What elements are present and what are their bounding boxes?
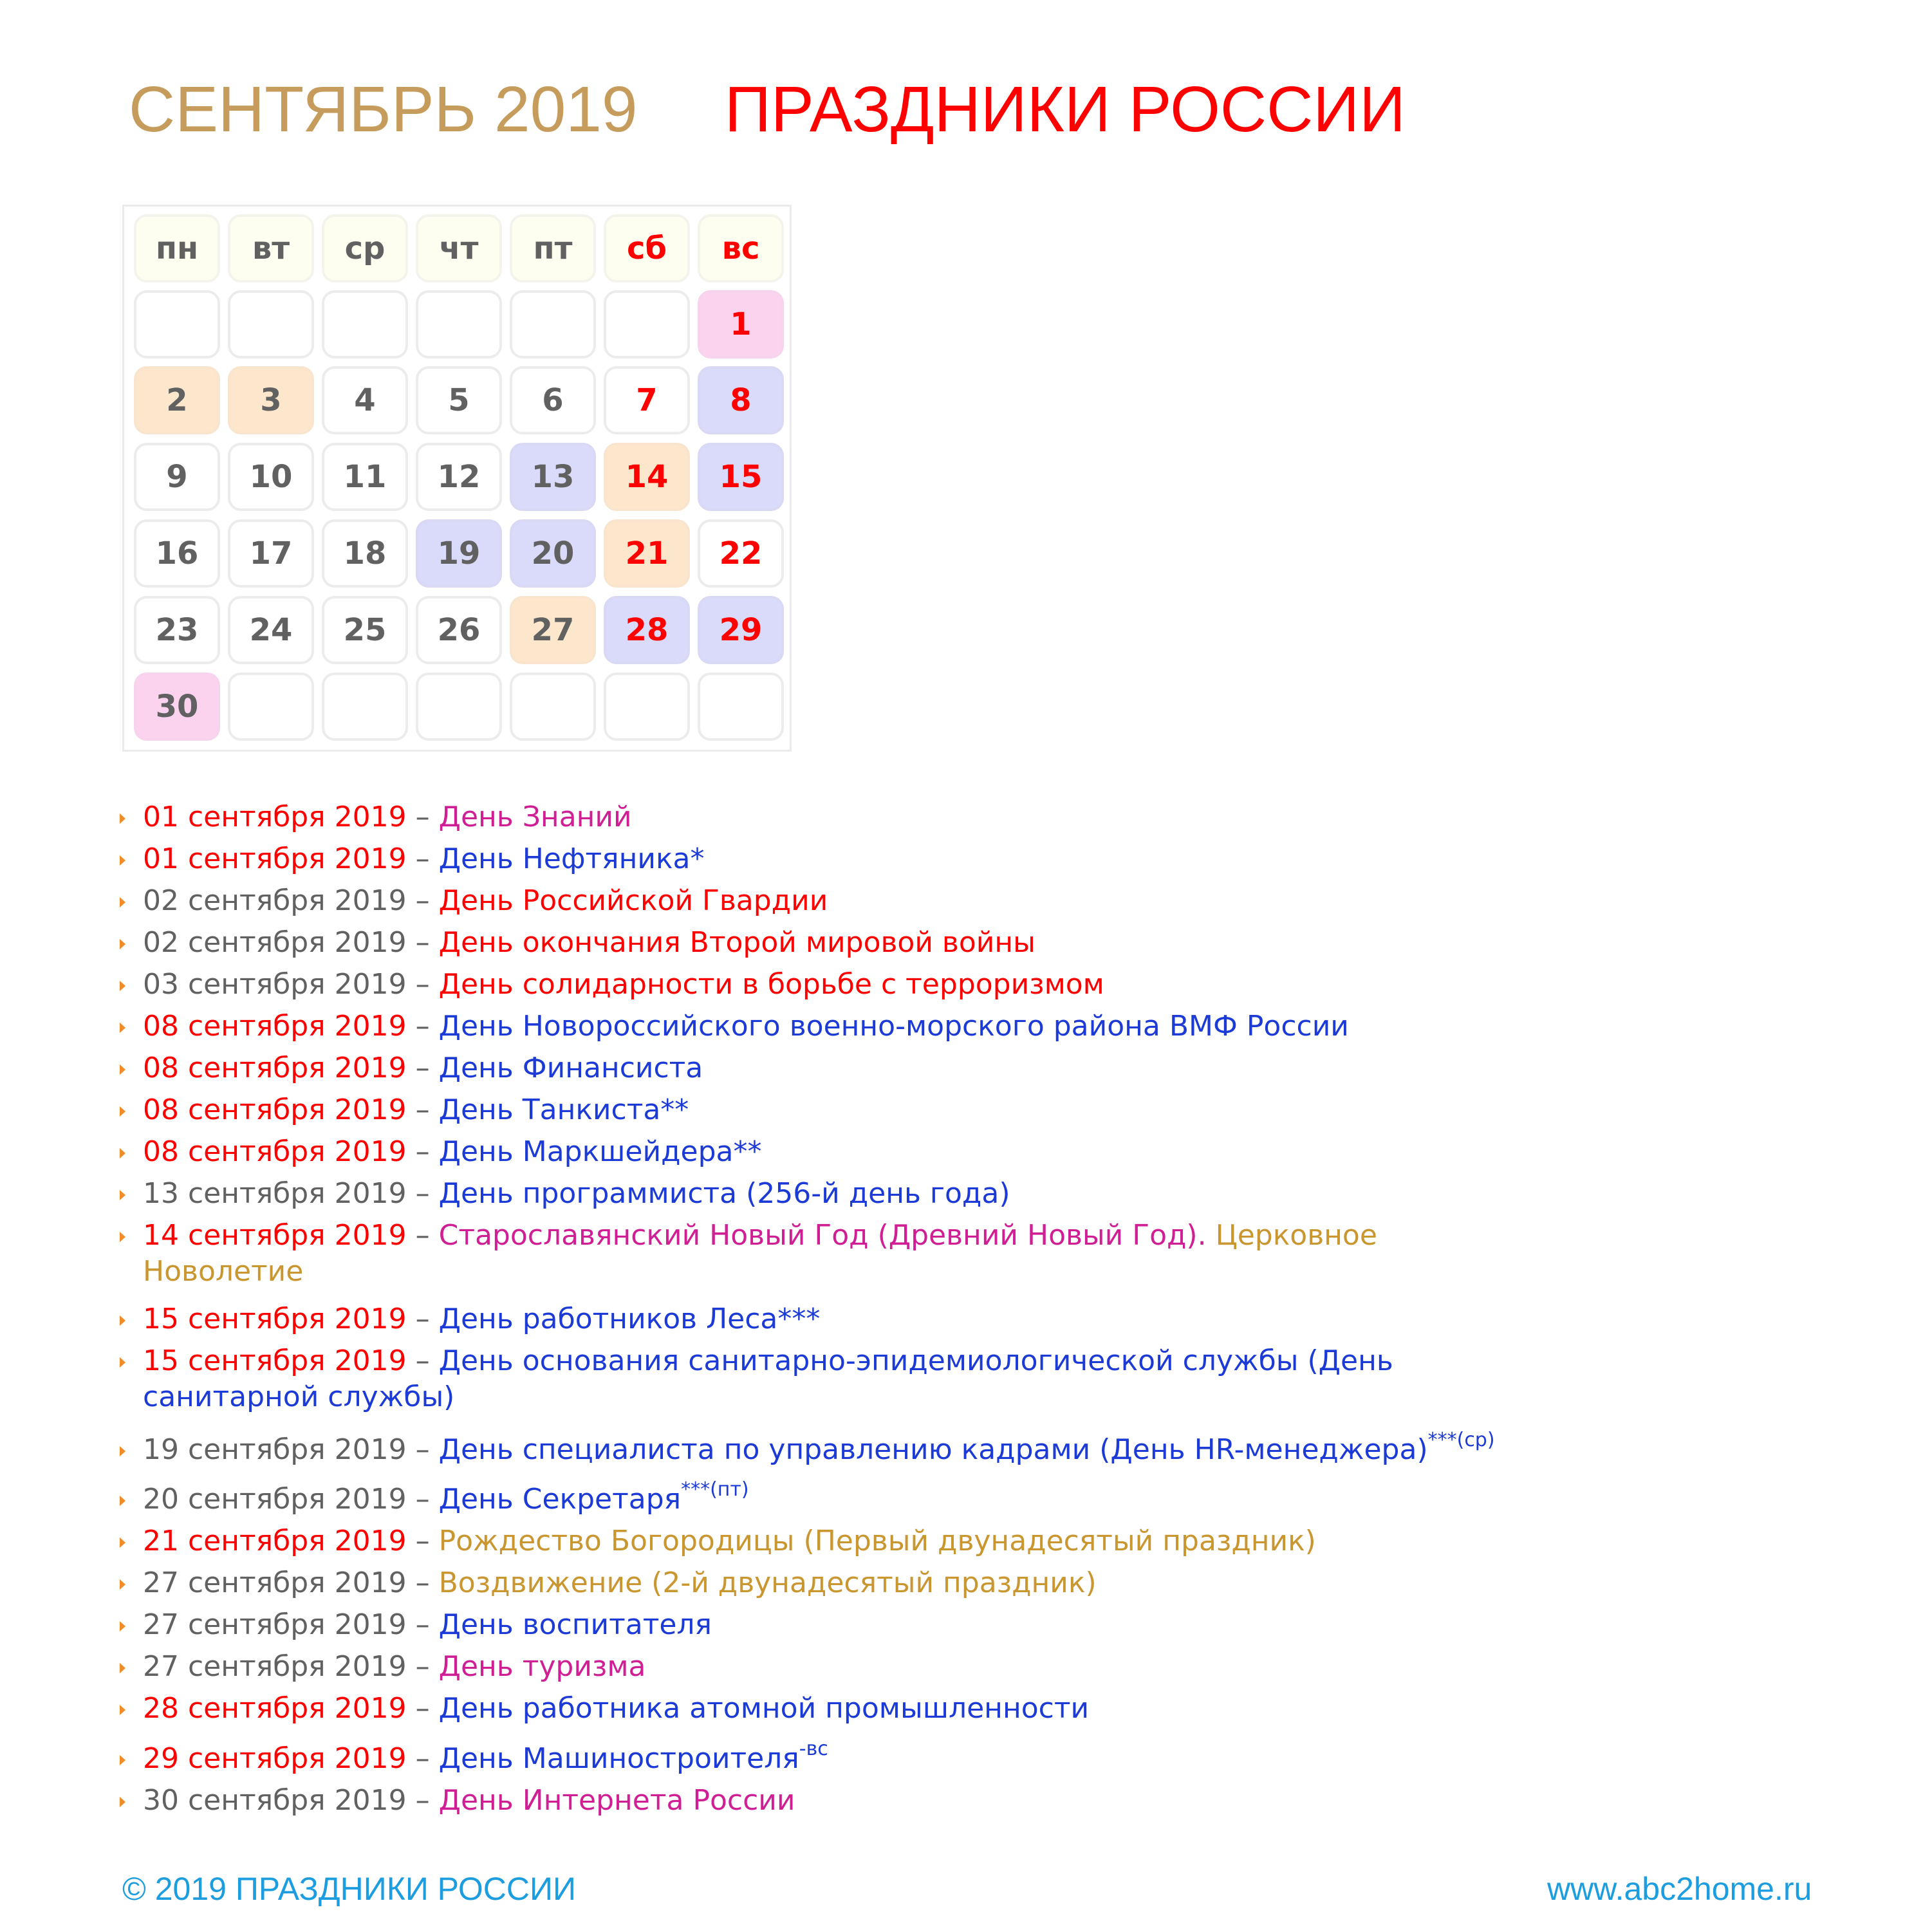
dash-separator: –	[406, 1525, 439, 1557]
bullet-arrow-icon	[120, 1496, 125, 1506]
calendar-day-cell: 7	[604, 366, 690, 434]
bullet-arrow-icon	[120, 1315, 125, 1326]
holiday-name-link[interactable]: День Интернета России	[438, 1784, 795, 1817]
holiday-name-link[interactable]: День окончания Второй мировой войны	[438, 926, 1036, 959]
weekday-header: сб	[604, 214, 690, 283]
dash-separator: –	[406, 1433, 439, 1466]
calendar-day-cell: 24	[228, 596, 314, 664]
calendar-day-cell: 3	[228, 366, 314, 434]
calendar-day-cell: 28	[604, 596, 690, 664]
holiday-name-link[interactable]: День Российской Гвардии	[438, 884, 828, 917]
calendar-day-cell: 16	[134, 519, 220, 588]
dash-separator: –	[406, 1344, 439, 1377]
holiday-name-link[interactable]: День Машиностроителя	[438, 1742, 799, 1775]
calendar-day-cell: 10	[228, 443, 314, 511]
holiday-date: 08 сентября 2019	[143, 1135, 407, 1168]
weekday-header: вт	[228, 214, 314, 283]
holiday-name-link[interactable]: Рождество Богородицы (Первый двунадесятый праздник)	[438, 1525, 1316, 1557]
holiday-date: 20 сентября 2019	[143, 1483, 407, 1516]
dash-separator: –	[406, 1052, 439, 1084]
holiday-date: 14 сентября 2019	[143, 1219, 407, 1252]
holiday-date: 02 сентября 2019	[143, 926, 407, 959]
holiday-date: 08 сентября 2019	[143, 1010, 407, 1043]
bullet-arrow-icon	[120, 1023, 125, 1033]
dash-separator: –	[406, 968, 439, 1001]
dash-separator: –	[406, 1219, 439, 1252]
holiday-name-link[interactable]: День солидарности в борьбе с терроризмом	[438, 968, 1104, 1001]
holiday-date: 03 сентября 2019	[143, 968, 407, 1001]
holiday-name-link[interactable]: День работника атомной промышленности	[438, 1692, 1090, 1725]
dash-separator: –	[406, 1010, 439, 1043]
holiday-list-item	[143, 799, 632, 835]
dash-separator: –	[406, 1784, 439, 1817]
holiday-list-item	[143, 1176, 1010, 1212]
holiday-date: 15 сентября 2019	[143, 1344, 407, 1377]
holiday-date: 02 сентября 2019	[143, 884, 407, 917]
dash-separator: –	[406, 1650, 439, 1683]
calendar-day-cell: 14	[604, 443, 690, 511]
weekday-header: ср	[322, 214, 408, 283]
holiday-name-link[interactable]: День Маркшейдера**	[438, 1135, 762, 1168]
bullet-arrow-icon	[120, 939, 125, 949]
holiday-list-item	[143, 1478, 749, 1518]
dash-separator: –	[406, 1483, 439, 1516]
holiday-list-item	[143, 841, 705, 877]
bullet-arrow-icon	[120, 1705, 125, 1715]
weekday-header: чт	[416, 214, 502, 283]
calendar-day-cell: 9	[134, 443, 220, 511]
holiday-list-item	[143, 1008, 1349, 1045]
holiday-list-item	[143, 1218, 1430, 1290]
calendar-day-cell: 30	[134, 673, 220, 741]
calendar-day-cell: 22	[698, 519, 784, 588]
holiday-name-link[interactable]: День программиста (256-й день года)	[438, 1177, 1010, 1210]
holiday-date: 01 сентября 2019	[143, 801, 407, 833]
calendar-day-cell: 11	[322, 443, 408, 511]
dash-separator: –	[406, 1566, 439, 1599]
calendar-day-cell: 6	[510, 366, 596, 434]
bullet-arrow-icon	[120, 1537, 125, 1548]
bullet-arrow-icon	[120, 1663, 125, 1673]
calendar-day-cell: 15	[698, 443, 784, 511]
holiday-list-item	[143, 925, 1036, 961]
bullet-arrow-icon	[120, 1579, 125, 1590]
holiday-date: 21 сентября 2019	[143, 1525, 407, 1557]
holiday-list-item	[143, 1343, 1430, 1416]
calendar-day-cell: 19	[416, 519, 502, 588]
weekday-header: вс	[698, 214, 784, 283]
holiday-date: 15 сентября 2019	[143, 1303, 407, 1335]
dash-separator: –	[406, 1135, 439, 1168]
holiday-date: 01 сентября 2019	[143, 842, 407, 875]
holiday-name-link[interactable]: День воспитателя	[438, 1608, 712, 1641]
holiday-name-link[interactable]: День туризма	[438, 1650, 646, 1683]
dash-separator: –	[406, 1692, 439, 1725]
footer-website-link[interactable]: www.abc2home.ru	[1547, 1871, 1812, 1907]
holiday-date: 19 сентября 2019	[143, 1433, 407, 1466]
calendar-day-cell: 13	[510, 443, 596, 511]
holiday-name-link[interactable]: День Знаний	[438, 801, 632, 833]
holiday-date: 08 сентября 2019	[143, 1093, 407, 1126]
holidays-title: ПРАЗДНИКИ РОССИИ	[725, 73, 1406, 145]
bullet-arrow-icon	[120, 1797, 125, 1807]
holiday-name-link[interactable]: Старославянский Новый Год (Древний Новый Год).	[438, 1219, 1207, 1252]
bullet-arrow-icon	[120, 981, 125, 991]
bullet-arrow-icon	[120, 1755, 125, 1765]
holiday-name-link[interactable]: День основания санитарно-эпидемиологической службы (День санитарной службы)	[143, 1344, 1393, 1414]
dash-separator: –	[406, 1303, 439, 1335]
bullet-arrow-icon	[120, 855, 125, 866]
calendar-day-cell: 20	[510, 519, 596, 588]
dash-separator: –	[406, 842, 439, 875]
holiday-date: 27 сентября 2019	[143, 1608, 407, 1641]
holiday-date: 28 сентября 2019	[143, 1692, 407, 1725]
dash-separator: –	[406, 801, 439, 833]
holiday-list-item	[143, 967, 1104, 1003]
holiday-list-item	[143, 1607, 712, 1643]
holiday-list-item	[143, 1649, 646, 1685]
calendar-day-cell: 18	[322, 519, 408, 588]
holiday-list-item	[143, 1738, 828, 1777]
footer-copyright: © 2019 ПРАЗДНИКИ РОССИИ	[122, 1871, 576, 1907]
holiday-footnote-marker: ***(ср)	[1427, 1429, 1495, 1451]
holiday-name-link[interactable]: Церковное Новолетие	[143, 1219, 1377, 1288]
calendar-day-cell: 21	[604, 519, 690, 588]
bullet-arrow-icon	[120, 1064, 125, 1075]
holiday-name-link[interactable]: Воздвижение (2-й двунадесятый праздник)	[438, 1566, 1097, 1599]
holiday-list-item	[143, 1523, 1316, 1559]
calendar-day-cell: 5	[416, 366, 502, 434]
holiday-name-link[interactable]: День Финансиста	[438, 1052, 703, 1084]
holiday-date: 08 сентября 2019	[143, 1052, 407, 1084]
bullet-arrow-icon	[120, 813, 125, 824]
dash-separator: –	[406, 1608, 439, 1641]
holiday-list-item	[143, 1565, 1097, 1601]
calendar-day-cell: 23	[134, 596, 220, 664]
calendar-day-cell: 4	[322, 366, 408, 434]
bullet-arrow-icon	[120, 1106, 125, 1117]
bullet-arrow-icon	[120, 1621, 125, 1631]
calendar-day-cell: 12	[416, 443, 502, 511]
holiday-list-item	[143, 1691, 1089, 1727]
holiday-list-item	[143, 1134, 761, 1170]
bullet-arrow-icon	[120, 1190, 125, 1200]
calendar-day-cell: 8	[698, 366, 784, 434]
holiday-list-item	[143, 1783, 795, 1819]
calendar-day-cell: 27	[510, 596, 596, 664]
holiday-name-link[interactable]: День Нефтяника*	[438, 842, 705, 875]
bullet-arrow-icon	[120, 1232, 125, 1242]
holiday-date: 29 сентября 2019	[143, 1742, 407, 1775]
holiday-footnote-marker: ***(пт)	[681, 1478, 749, 1501]
bullet-arrow-icon	[120, 1446, 125, 1456]
bullet-arrow-icon	[120, 897, 125, 907]
holiday-date: 13 сентября 2019	[143, 1177, 407, 1210]
holiday-list-item	[143, 1429, 1495, 1468]
calendar-day-cell: 1	[698, 290, 784, 358]
dash-separator: –	[406, 1742, 439, 1775]
holiday-name-link[interactable]: День Танкиста**	[438, 1093, 689, 1126]
month-title: СЕНТЯБРЬ 2019	[129, 73, 638, 145]
holiday-list-item	[143, 1050, 703, 1086]
holiday-date: 30 сентября 2019	[143, 1784, 407, 1817]
weekday-header: пт	[510, 214, 596, 283]
holiday-name-link[interactable]: День Секретаря	[438, 1483, 682, 1516]
holiday-list-item	[143, 883, 828, 919]
holiday-name-link[interactable]: День Новороссийского военно-морского района ВМФ России	[438, 1010, 1349, 1043]
holiday-date: 27 сентября 2019	[143, 1566, 407, 1599]
calendar-day-cell: 29	[698, 596, 784, 664]
weekday-header: пн	[134, 214, 220, 283]
dash-separator: –	[406, 926, 439, 959]
holiday-name-link[interactable]: День работников Леса***	[438, 1303, 821, 1335]
holiday-date: 27 сентября 2019	[143, 1650, 407, 1683]
calendar-day-cell: 2	[134, 366, 220, 434]
holiday-list-item	[143, 1092, 689, 1128]
dash-separator: –	[406, 1177, 439, 1210]
bullet-arrow-icon	[120, 1148, 125, 1158]
holiday-list-item	[143, 1301, 820, 1337]
calendar-day-cell: 26	[416, 596, 502, 664]
dash-separator: –	[406, 1093, 439, 1126]
dash-separator: –	[406, 884, 439, 917]
calendar-day-cell: 25	[322, 596, 408, 664]
calendar-day-cell: 17	[228, 519, 314, 588]
holiday-name-link[interactable]: День специалиста по управлению кадрами (День HR-менеджера)	[438, 1433, 1428, 1466]
bullet-arrow-icon	[120, 1357, 125, 1368]
holiday-footnote-marker: -вс	[799, 1738, 828, 1760]
